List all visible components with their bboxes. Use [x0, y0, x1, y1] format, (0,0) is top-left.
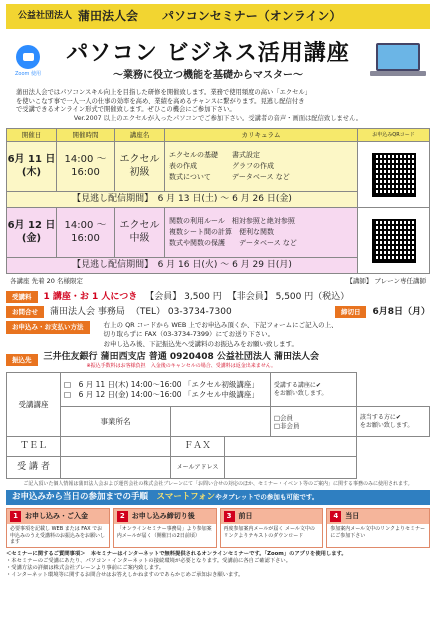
- intro-text: [6, 87, 430, 125]
- curriculum-line: 関数の利用ルール 相対参照と絶対参照: [169, 217, 295, 226]
- date: 6月 11 日: [7, 154, 56, 165]
- course-option-1[interactable]: □ 6 月 11 日(木) 14:00～16:00 「エクセル初級講座」: [64, 380, 259, 390]
- step-number: 2: [117, 511, 128, 522]
- col-header: 開催日: [7, 129, 57, 142]
- howto-row: [6, 321, 430, 348]
- fax-input[interactable]: [225, 437, 357, 457]
- hero: [6, 35, 430, 87]
- member-note: をお願い致します。: [359, 421, 414, 429]
- check-note: をお願い致します。: [273, 389, 328, 397]
- curriculum-line: 複数シート間の計算 便利な関数: [169, 228, 274, 237]
- step-card: [6, 508, 110, 548]
- zoom-logo: [6, 45, 50, 77]
- bank-tag: 振込先: [6, 354, 38, 366]
- table-row: [7, 208, 430, 258]
- bank-row: [6, 352, 430, 370]
- step-number: 1: [10, 511, 21, 522]
- date: 6月 12 日: [7, 220, 56, 231]
- member-checkbox[interactable]: □会員: [273, 413, 293, 422]
- time-start: 14:00 ～: [64, 154, 107, 165]
- step-card: [220, 508, 324, 548]
- intro-line: で受講できるオンライン形式で開催致します。ぜひこの機会にご参加下さい。: [16, 106, 236, 113]
- steps-header: [6, 490, 430, 505]
- bank-note: 入金後のキャンセルの場合、受講料は返金出来ません。: [150, 362, 277, 369]
- howto-line: 切り取らずに FAX（03-3734-7399）にてお送り下さい。: [103, 330, 275, 339]
- steps-device-note: やタブレットでの参加も可能です。: [215, 493, 319, 502]
- deadline-date: 6月8日（月）: [372, 306, 430, 317]
- table-row: [7, 142, 430, 192]
- bank-text: 三井住友銀行 蒲田西支店 普通 0920408 公益社団法人 蒲田法人会: [43, 351, 320, 362]
- intro-line: を使いこなす事で一人一人の仕事の効率を高め、業績を高めるチャンスに繋がります。見逃し配信付き: [16, 97, 305, 105]
- fax-label: ＦＡＸ: [171, 437, 225, 457]
- contact-tag: お問合せ: [6, 306, 44, 318]
- time-start: 14:00 ～: [64, 220, 107, 231]
- mail-input[interactable]: [225, 457, 357, 479]
- recording-period: 【見逃し配信期間】 6 月 13 日(土) ～ 6 月 26 日(金): [7, 192, 358, 208]
- step-body: 必要事項を記載し WEB または FAX でお申込みのうえ受講料のお振込みをお願いします: [10, 526, 106, 546]
- check-note: 受講する講座に✔: [273, 382, 321, 390]
- course-name: エクセル: [119, 154, 160, 165]
- zoom-label: Zoom 使用: [14, 70, 41, 77]
- step-number: 3: [224, 511, 235, 522]
- steps-device: スマートフォン: [156, 492, 216, 503]
- time-end: 16:00: [71, 232, 100, 244]
- person-label: 受 講 者: [7, 457, 61, 479]
- day: (木): [21, 166, 42, 178]
- tel-label: ＴＥＬ: [7, 437, 61, 457]
- intro-note: Ver.2007 以上のエクセルが入ったパソコンでご参加下さい。受講者の音声・画面は配信致しません。: [73, 114, 363, 122]
- footer-line: ＜セミナーに関するご質問事項＞ 本セミナーはインターネットで無料提供されるオンラインセミナーです。「Zoom」のアプリを使用します。: [6, 551, 347, 558]
- contact-row: [6, 306, 430, 318]
- video-camera-icon: [16, 45, 40, 69]
- col-header: 開催時間: [57, 129, 115, 142]
- step-body: 再度参加案内メールが届く メール文中のリンクよりテキストのダウンロード: [223, 526, 315, 539]
- tel-input[interactable]: [61, 437, 171, 457]
- step-card: [326, 508, 430, 548]
- fee-per: 1 講座・お 1 人につき: [43, 291, 138, 302]
- course-level: 初級: [129, 166, 150, 178]
- footer-line: ・受講方法の詳細は株式会社ブレーンより事前にご案内致します。: [6, 565, 165, 572]
- footer-line: ・インターネット環境等に関するお問合せはお答えしかねますのであらかじめご承知おき願います。: [6, 572, 244, 579]
- footer-line: ・本セミナーのご受講にあたり、パソコン・インターネットの接続環境が必要となります。受講前に各自ご確認下さい。: [6, 558, 292, 565]
- steps-row: [6, 508, 430, 548]
- curriculum-line: 数式や関数の保護 データベース など: [169, 238, 297, 247]
- header-org: 公益社団法人: [18, 10, 73, 21]
- instructor: 【講師】 ブレーン専任講師: [346, 277, 426, 285]
- howto-line: お申し込み後、下記振込先へ受講料のお振込みをお願い致します。: [103, 339, 298, 348]
- header-name: 蒲田法人会: [78, 9, 139, 23]
- step-title: 当日: [345, 512, 360, 521]
- course-label: 受講講座: [7, 373, 61, 437]
- privacy-note: ご記入頂いた個人情報は蒲田法人会および運営会社の株式会社ブレーンにて「お問い合せの対応のほか、セミナー・イベント等のご案内」に関する事務のみに使用されます。: [23, 481, 413, 488]
- step-title: 前日: [238, 512, 253, 521]
- header-seminar: パソコンセミナー（オンライン）: [162, 9, 342, 23]
- step-card: [113, 508, 217, 548]
- office-label: 事業所名: [61, 407, 171, 437]
- fee-member: 【会員】 3,500 円: [145, 291, 222, 302]
- footer-notes: [6, 551, 430, 580]
- person-input[interactable]: [61, 457, 171, 479]
- step-body: 参加案内メール文中のリンクよりセミナーにご参加下さい: [330, 526, 426, 539]
- day: (金): [21, 232, 42, 244]
- fee-tag: 受講料: [6, 291, 38, 303]
- curriculum-line: 数式について データベース など: [169, 172, 290, 181]
- office-input[interactable]: [171, 407, 271, 437]
- step-title: お申し込み締切り後: [131, 512, 195, 521]
- col-header: お申込みQRコード: [358, 129, 430, 142]
- fee-row: [6, 291, 430, 303]
- curriculum-line: 表の作成 グラフの作成: [169, 162, 274, 171]
- qr-code-icon[interactable]: [372, 219, 416, 263]
- steps-title: お申込みから当日の参加までの手順: [12, 492, 149, 503]
- meta-line: [6, 274, 430, 288]
- header-bar: [6, 4, 430, 29]
- contact-tel[interactable]: （TEL） 03-3734-7300: [130, 306, 232, 317]
- howto-line: 右上の QR コードから WEB 上でお申込み頂くか、下記フォームにご記入の上、: [103, 321, 338, 330]
- course-option-2[interactable]: □ 6 月 12 日(金) 14:00～16:00 「エクセル中級講座」: [64, 389, 259, 399]
- step-number: 4: [330, 511, 341, 522]
- deadline-tag: 締切日: [335, 306, 367, 318]
- intro-line: 蒲田法人会ではパソコンスキル向上を目指した研修を開催致します。業務で使用頻度の高い「エクセル」: [16, 89, 312, 96]
- howto-tag: お申込み・お支払い方法: [6, 321, 90, 333]
- course-level: 中級: [129, 232, 150, 244]
- main-title: パソコン ビジネス活用講座: [66, 40, 350, 66]
- schedule-table: [6, 128, 430, 274]
- laptop-icon: [366, 41, 430, 81]
- curriculum-line: エクセルの基礎 書式設定: [169, 151, 260, 160]
- recording-period: 【見逃し配信期間】 6 月 16 日(火) ～ 6 月 29 日(月): [7, 258, 358, 274]
- col-header: 講座名: [115, 129, 165, 142]
- subtitle: ～業務に役立つ機能を基礎からマスター～: [113, 69, 303, 81]
- step-body: 「オンラインセミナー事務局」より参加案内メールが届く（開催日の2日前頃）: [116, 526, 212, 539]
- fee-nonmember: 【非会員】 5,500 円（税込）: [227, 291, 350, 302]
- contact-name: 蒲田法人会 事務局: [50, 306, 125, 317]
- mail-label: メールアドレス: [171, 457, 225, 479]
- course-name: エクセル: [119, 220, 160, 231]
- bank-note: ※振込手数料はお客様負担: [86, 362, 146, 369]
- nonmember-checkbox[interactable]: □非会員: [273, 421, 300, 430]
- step-title: お申し込み・ご入金: [25, 512, 88, 521]
- application-form: [6, 372, 430, 479]
- time-end: 16:00: [71, 166, 100, 178]
- target-count: 各講座 先着 20 名様限定: [10, 277, 83, 285]
- member-note: 該当する方に✔: [359, 414, 401, 422]
- qr-code-icon[interactable]: [372, 153, 416, 197]
- col-header: カリキュラム: [165, 129, 358, 142]
